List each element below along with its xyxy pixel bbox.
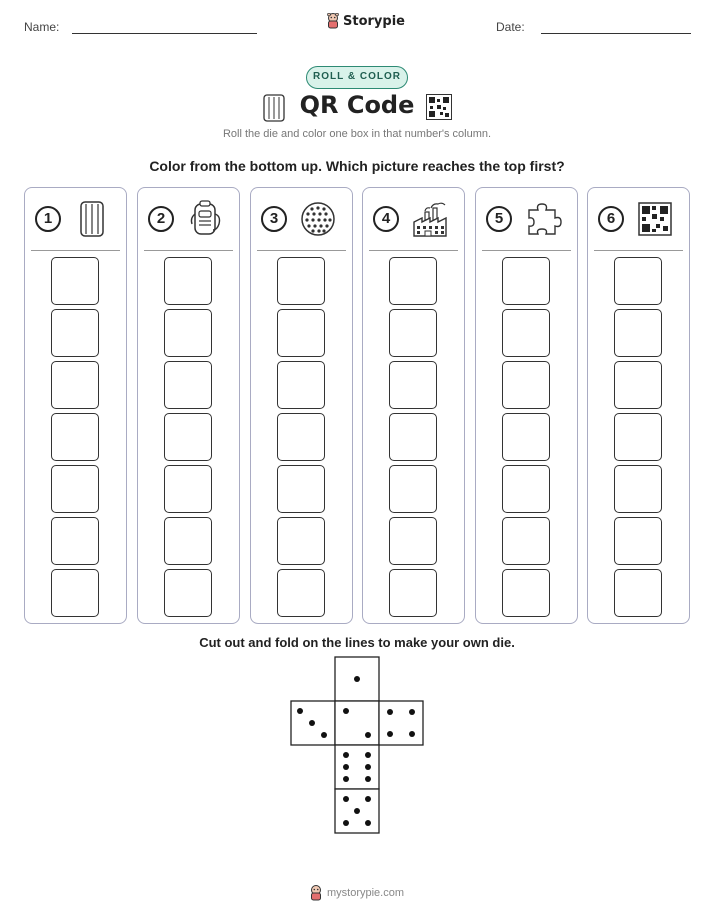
color-box[interactable]: [277, 309, 325, 357]
column-2: [137, 187, 240, 624]
color-box[interactable]: [389, 257, 437, 305]
name-label: Name:: [24, 20, 60, 34]
subtitle: Roll the die and color one box in that number's column.: [222, 128, 492, 140]
color-box[interactable]: [389, 465, 437, 513]
color-box[interactable]: [502, 257, 550, 305]
qr-code-icon: [636, 200, 674, 238]
color-box[interactable]: [164, 413, 212, 461]
color-box[interactable]: [614, 465, 662, 513]
color-box[interactable]: [389, 413, 437, 461]
roll-and-color-badge: ROLL & COLOR: [306, 66, 408, 89]
column-number: 2: [148, 206, 174, 232]
column-6: [587, 187, 690, 624]
color-box[interactable]: [277, 413, 325, 461]
color-box[interactable]: [502, 309, 550, 357]
column-number: 5: [486, 206, 512, 232]
die-face-4: [379, 701, 423, 745]
color-box[interactable]: [277, 257, 325, 305]
column-4: [362, 187, 465, 624]
color-box[interactable]: [614, 361, 662, 409]
column-5: [475, 187, 578, 624]
color-box[interactable]: [51, 361, 99, 409]
color-box[interactable]: [277, 465, 325, 513]
column-divider: [257, 250, 346, 251]
instruction-heading: Color from the bottom up. Which picture reaches the top first?: [149, 158, 565, 174]
footer-url[interactable]: mystorypie.com: [327, 887, 405, 899]
color-box[interactable]: [51, 517, 99, 565]
color-box[interactable]: [502, 517, 550, 565]
color-box[interactable]: [389, 517, 437, 565]
column-3: [250, 187, 353, 624]
factory-icon: [411, 200, 449, 238]
color-box[interactable]: [614, 569, 662, 617]
color-box[interactable]: [614, 257, 662, 305]
storypie-logo: [326, 13, 405, 29]
die-instruction: Cut out and fold on the lines to make your own die.: [199, 635, 515, 650]
striped-object-icon: [73, 200, 111, 238]
color-box[interactable]: [164, 517, 212, 565]
color-box[interactable]: [277, 517, 325, 565]
color-box[interactable]: [164, 569, 212, 617]
color-box[interactable]: [51, 309, 99, 357]
footer: [309, 885, 404, 901]
name-line[interactable]: [72, 33, 257, 34]
date-label: Date:: [496, 20, 525, 34]
color-box[interactable]: [389, 309, 437, 357]
qr-code-icon: [426, 94, 452, 120]
column-divider: [594, 250, 683, 251]
color-box[interactable]: [51, 413, 99, 461]
date-line[interactable]: [541, 33, 691, 34]
color-box[interactable]: [277, 361, 325, 409]
color-box[interactable]: [614, 517, 662, 565]
logo-text: Storypie: [343, 13, 405, 29]
column-divider: [31, 250, 120, 251]
color-box[interactable]: [502, 413, 550, 461]
color-box[interactable]: [51, 465, 99, 513]
page-title: QR Code: [299, 91, 415, 119]
mascot-icon: [309, 885, 323, 901]
die-face-2: [335, 701, 379, 745]
color-box[interactable]: [502, 465, 550, 513]
column-number: 4: [373, 206, 399, 232]
dotted-circle-icon: [299, 200, 337, 238]
column-divider: [369, 250, 458, 251]
column-divider: [144, 250, 233, 251]
color-box[interactable]: [277, 569, 325, 617]
color-box[interactable]: [614, 413, 662, 461]
color-box[interactable]: [164, 309, 212, 357]
column-number: 1: [35, 206, 61, 232]
color-box[interactable]: [502, 361, 550, 409]
color-box[interactable]: [389, 361, 437, 409]
color-box[interactable]: [614, 309, 662, 357]
column-1: [24, 187, 127, 624]
die-face-6: [335, 745, 379, 789]
color-box[interactable]: [164, 361, 212, 409]
mascot-icon: [326, 13, 340, 29]
column-number: 3: [261, 206, 287, 232]
color-box[interactable]: [51, 569, 99, 617]
column-number: 6: [598, 206, 624, 232]
color-box[interactable]: [389, 569, 437, 617]
puzzle-piece-icon: [524, 200, 562, 238]
color-box[interactable]: [502, 569, 550, 617]
color-box[interactable]: [164, 257, 212, 305]
column-divider: [482, 250, 571, 251]
color-box[interactable]: [51, 257, 99, 305]
color-box[interactable]: [164, 465, 212, 513]
die-net: [290, 656, 426, 836]
robot-icon: [186, 200, 224, 238]
